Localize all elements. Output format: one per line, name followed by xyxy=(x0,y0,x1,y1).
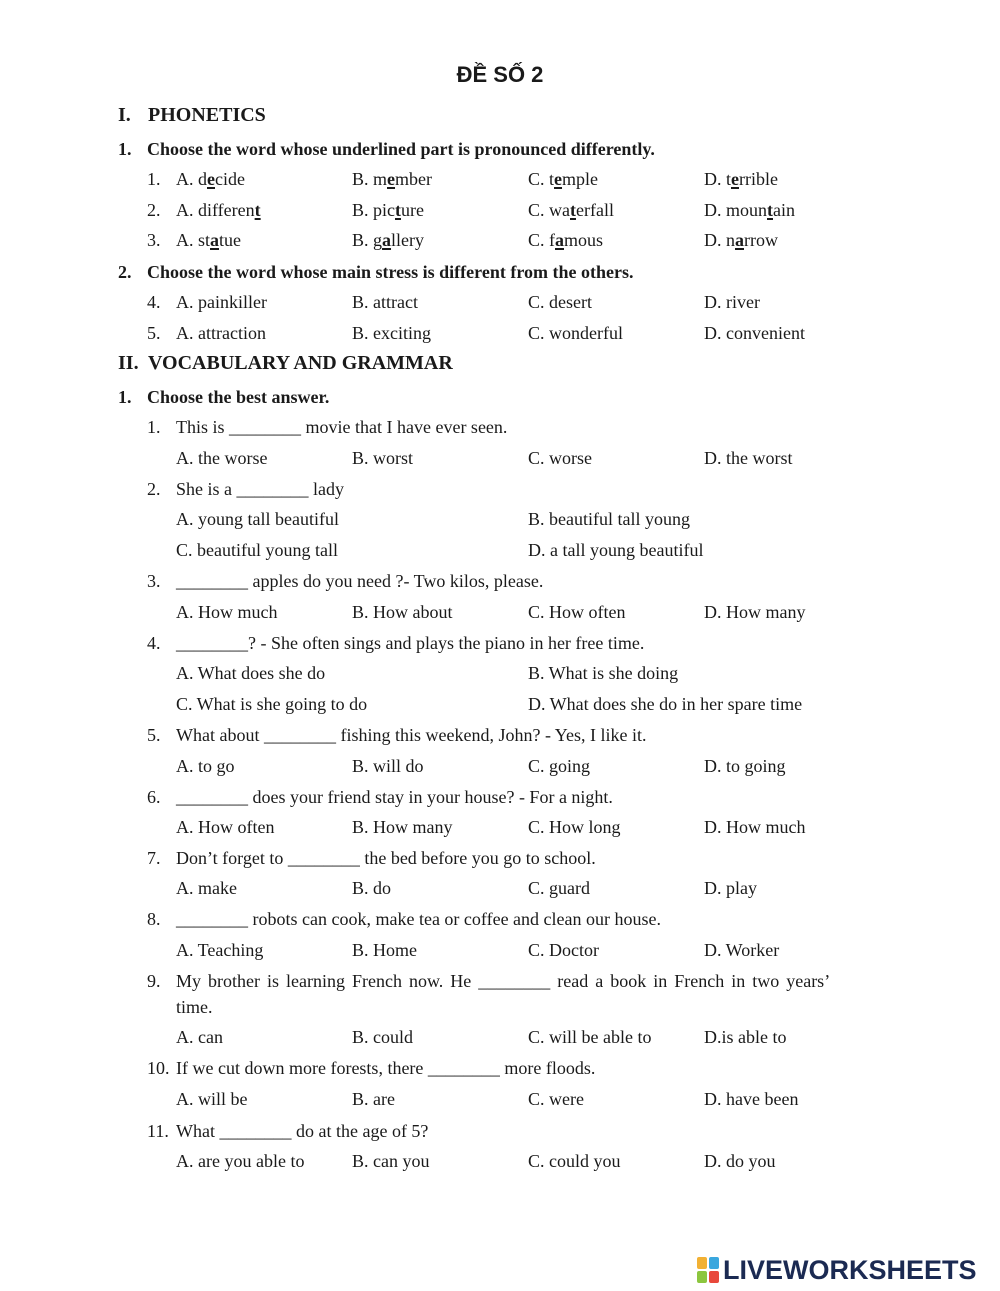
underlined-letter: t xyxy=(254,200,261,220)
underlined-letter: e xyxy=(554,169,563,189)
part-number: 1. xyxy=(118,139,132,159)
option-a[interactable]: A. How often xyxy=(176,817,275,837)
instruction-text: Choose the best answer. xyxy=(147,387,330,407)
question-text: What about ________ fishing this weekend, John? - Yes, I like it. xyxy=(176,725,647,745)
underlined-letter: e xyxy=(731,169,739,189)
section-number: II. xyxy=(118,352,139,374)
logo-block xyxy=(697,1271,707,1283)
option-b[interactable]: B. picture xyxy=(352,200,424,220)
option-c[interactable]: C. were xyxy=(528,1089,584,1109)
question-number: 9. xyxy=(147,971,161,991)
instruction-text: Choose the word whose underlined part is pronounced differently. xyxy=(147,139,655,159)
option-b[interactable]: B. beautiful tall young xyxy=(528,509,690,529)
question-9 xyxy=(147,968,880,1017)
part-number: 1. xyxy=(118,387,132,407)
question-text: If we cut down more forests, there ________ more floods. xyxy=(176,1058,596,1078)
option-d[interactable]: D. to going xyxy=(704,756,786,776)
option-a[interactable]: A. attraction xyxy=(176,323,266,343)
option-b[interactable]: B. How about xyxy=(352,602,453,622)
item-number: 5. xyxy=(147,323,161,343)
underlined-letter: a xyxy=(735,230,744,250)
question-text: ________? - She often sings and plays the piano in her free time. xyxy=(176,633,645,653)
option-c[interactable]: C. desert xyxy=(528,292,592,312)
option-d[interactable]: D. river xyxy=(704,292,760,312)
option-d[interactable]: D.is able to xyxy=(704,1027,787,1047)
option-b[interactable]: B. member xyxy=(352,169,432,189)
question-text: She is a ________ lady xyxy=(176,479,344,499)
option-a[interactable]: A. will be xyxy=(176,1089,248,1109)
phonetics-part1-instruction xyxy=(118,139,655,160)
option-b[interactable]: B. attract xyxy=(352,292,418,312)
logo-text: LIVEWORKSHEETS xyxy=(723,1254,977,1285)
option-c[interactable]: C. worse xyxy=(528,448,592,468)
question-number: 1. xyxy=(147,417,161,437)
question-text-continued: time. xyxy=(176,997,213,1017)
option-a[interactable]: A. Teaching xyxy=(176,940,264,960)
option-c[interactable]: C. going xyxy=(528,756,591,776)
question-1 xyxy=(147,414,880,440)
option-d[interactable]: D. convenient xyxy=(704,323,805,343)
phonetics-part2-instruction xyxy=(118,262,633,283)
option-d[interactable]: D. have been xyxy=(704,1089,799,1109)
underlined-letter: a xyxy=(555,230,564,250)
option-b[interactable]: B. are xyxy=(352,1089,395,1109)
liveworksheets-logo[interactable] xyxy=(697,1253,977,1287)
underlined-letter: a xyxy=(210,230,220,250)
underlined-letter: a xyxy=(382,230,392,250)
underlined-letter: e xyxy=(387,169,396,189)
question-number: 3. xyxy=(147,571,161,591)
option-c[interactable]: C. beautiful young tall xyxy=(176,540,338,560)
option-c[interactable]: C. wonderful xyxy=(528,323,623,343)
vocab-part1-instruction xyxy=(118,387,329,408)
section-label: PHONETICS xyxy=(148,104,266,126)
underlined-letter: t xyxy=(570,200,576,220)
option-b[interactable]: B. will do xyxy=(352,756,424,776)
item-number: 4. xyxy=(147,292,161,312)
logo-block xyxy=(697,1257,707,1269)
question-8 xyxy=(147,906,880,932)
section-vocabulary-heading xyxy=(118,352,453,375)
question-number: 2. xyxy=(147,479,161,499)
part-number: 2. xyxy=(118,262,132,282)
underlined-letter: t xyxy=(767,200,773,220)
question-3 xyxy=(147,568,880,594)
underlined-letter: e xyxy=(207,169,215,189)
option-b[interactable]: B. could xyxy=(352,1027,413,1047)
question-text: Don’t forget to ________ the bed before you go to school. xyxy=(176,848,596,868)
option-c[interactable]: C. What is she going to do xyxy=(176,694,368,714)
option-a[interactable]: A. statue xyxy=(176,230,242,250)
option-a[interactable]: A. painkiller xyxy=(176,292,267,312)
question-number: 5. xyxy=(147,725,161,745)
option-c[interactable]: C. temple xyxy=(528,169,599,189)
option-d[interactable]: D. How much xyxy=(704,817,806,837)
option-c[interactable]: C. famous xyxy=(528,230,604,250)
option-d[interactable]: D. narrow xyxy=(704,230,778,250)
option-a[interactable]: A. What does she do xyxy=(176,663,326,683)
option-a[interactable]: A. can xyxy=(176,1027,223,1047)
section-phonetics-heading xyxy=(118,104,266,127)
logo-block xyxy=(709,1257,719,1269)
section-label: VOCABULARY AND GRAMMAR xyxy=(148,352,453,374)
question-number: 7. xyxy=(147,848,161,868)
question-5 xyxy=(147,722,880,748)
option-c[interactable]: C. How often xyxy=(528,602,626,622)
question-text: ________ does your friend stay in your house? - For a night. xyxy=(176,787,613,807)
question-6 xyxy=(147,784,880,810)
option-b[interactable]: B. Home xyxy=(352,940,417,960)
page-title: ĐỀ SỐ 2 xyxy=(456,62,544,87)
option-d[interactable]: D. What does she do in her spare time xyxy=(528,694,803,714)
question-7 xyxy=(147,845,880,871)
question-number: 4. xyxy=(147,633,161,653)
question-number: 6. xyxy=(147,787,161,807)
question-text: My brother is learning French now. He ________ read a book in French in two years’ xyxy=(176,971,831,991)
instruction-text: Choose the word whose main stress is different from the others. xyxy=(147,262,634,282)
underlined-letter: t xyxy=(395,200,401,220)
option-a[interactable]: A. How much xyxy=(176,602,278,622)
option-c[interactable]: C. waterfall xyxy=(528,200,614,220)
option-d[interactable]: D. mountain xyxy=(704,200,795,220)
section-number: I. xyxy=(118,104,131,126)
option-c[interactable]: C. guard xyxy=(528,878,590,898)
question-11 xyxy=(147,1118,880,1144)
option-b[interactable]: B. gallery xyxy=(352,230,425,250)
logo-block xyxy=(709,1271,719,1283)
question-text: ________ apples do you need ?- Two kilos, please. xyxy=(176,571,544,591)
option-b[interactable]: B. What is she doing xyxy=(528,663,679,683)
logo-blocks-icon xyxy=(697,1257,719,1283)
option-a[interactable]: A. young tall beautiful xyxy=(176,509,339,529)
option-c[interactable]: C. How long xyxy=(528,817,621,837)
question-4 xyxy=(147,630,880,656)
option-d[interactable]: D. terrible xyxy=(704,169,778,189)
item-number: 1. xyxy=(147,169,161,189)
option-b[interactable]: B. do xyxy=(352,878,392,898)
option-d[interactable]: D. do you xyxy=(704,1151,776,1171)
option-a[interactable]: A. to go xyxy=(176,756,235,776)
option-b[interactable]: B. exciting xyxy=(352,323,431,343)
question-2 xyxy=(147,476,880,502)
option-b[interactable]: B. can you xyxy=(352,1151,430,1171)
option-d[interactable]: D. Worker xyxy=(704,940,780,960)
item-number: 2. xyxy=(147,200,161,220)
option-c[interactable]: C. Doctor xyxy=(528,940,599,960)
option-d[interactable]: D. a tall young beautiful xyxy=(528,540,704,560)
option-d[interactable]: D. play xyxy=(704,878,757,898)
option-c[interactable]: C. could you xyxy=(528,1151,621,1171)
option-d[interactable]: D. How many xyxy=(704,602,806,622)
option-b[interactable]: B. worst xyxy=(352,448,414,468)
option-a[interactable]: A. the worse xyxy=(176,448,268,468)
option-a[interactable]: A. are you able to xyxy=(176,1151,305,1171)
option-b[interactable]: B. How many xyxy=(352,817,453,837)
question-text: ________ robots can cook, make tea or coffee and clean our house. xyxy=(176,909,661,929)
option-d[interactable]: D. the worst xyxy=(704,448,793,468)
question-10 xyxy=(147,1055,880,1081)
option-c[interactable]: C. will be able to xyxy=(528,1027,652,1047)
item-number: 3. xyxy=(147,230,161,250)
question-text: This is ________ movie that I have ever seen. xyxy=(176,417,508,437)
option-a[interactable]: A. decide xyxy=(176,169,245,189)
question-text: What ________ do at the age of 5? xyxy=(176,1121,429,1141)
question-number: 8. xyxy=(147,909,161,929)
question-number: 10. xyxy=(147,1058,170,1078)
question-number: 11. xyxy=(147,1121,169,1141)
option-a[interactable]: A. make xyxy=(176,878,237,898)
option-a[interactable]: A. different xyxy=(176,200,261,220)
